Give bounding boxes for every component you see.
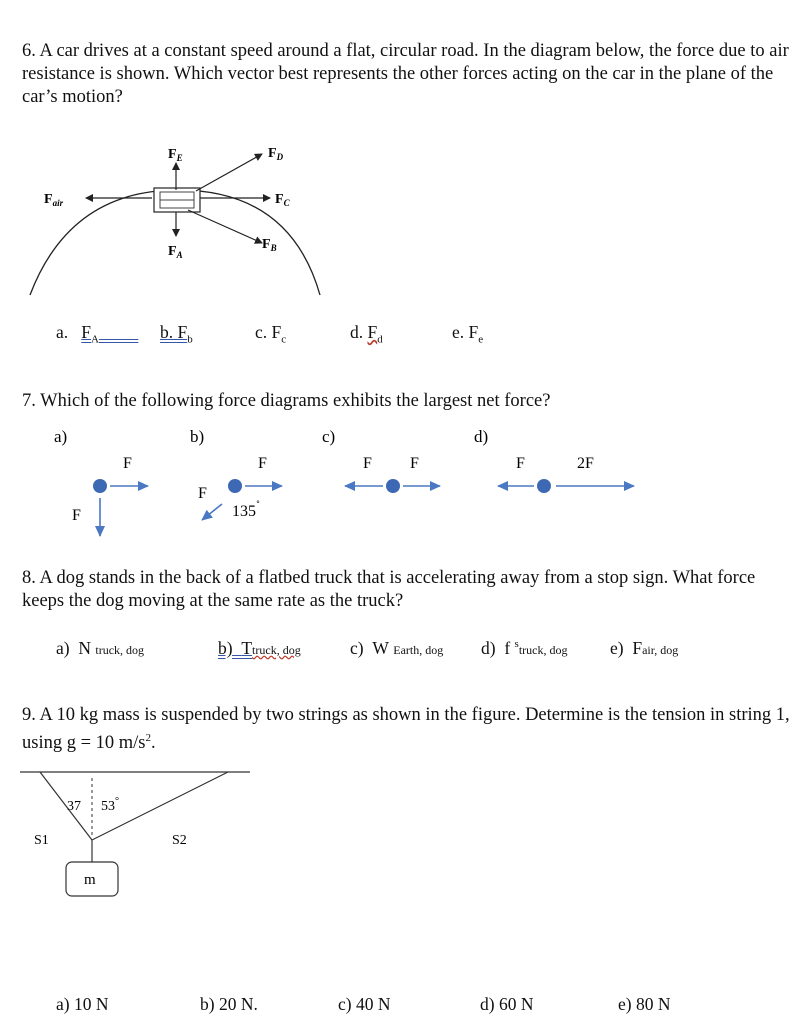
q7b-angled-arrow (202, 504, 222, 520)
q8-choice-e[interactable]: e) Fair, dog (610, 638, 679, 658)
q9-choice-a[interactable]: a) 10 N (56, 994, 109, 1014)
q7c-right-label: F (410, 455, 419, 472)
q9-choice-d[interactable]: d) 60 N (480, 994, 534, 1014)
q7-label-c: c) (322, 427, 336, 446)
string-1 (40, 772, 92, 840)
f-air-label: $F_{air}$ (44, 192, 64, 208)
q7-label-a: a) (54, 427, 68, 446)
q7c-object (386, 479, 400, 493)
q7b-angled-label: F (198, 485, 207, 502)
angle-1-label: 37 (67, 799, 81, 814)
s2-label: S2 (172, 833, 187, 848)
q7c-left-label: F (363, 455, 372, 472)
q6-choice-b[interactable]: b. $F_b$ (160, 322, 193, 346)
q9-choice-e[interactable]: e) 80 N (618, 994, 671, 1014)
q8-choice-b[interactable]: b) Ttruck, dog (218, 638, 301, 658)
q7-force-diagrams (0, 420, 812, 545)
q8-choice-c[interactable]: c) W Earth, dog (350, 638, 444, 658)
q7a-down-label: F (72, 507, 81, 524)
f-a-label: $F_A$ (168, 244, 183, 260)
s1-label: S1 (34, 833, 49, 848)
q6-choice-a-label: $F_A$ (81, 322, 99, 346)
q8-choice-a[interactable]: a) N truck, dog (56, 638, 145, 658)
f-b-label: $F_B$ (262, 237, 277, 253)
q6-choice-d[interactable]: d. $F_d$ (350, 322, 383, 346)
mass-label: m (84, 872, 96, 888)
q9-hanging-mass-figure (0, 760, 300, 905)
q7b-angle-label: 135˚ (232, 498, 260, 520)
q7-label-b: b) (190, 427, 205, 446)
car-icon (154, 188, 200, 212)
q7d-right-label: 2F (577, 455, 594, 472)
q7a-object (93, 479, 107, 493)
question-6-text: 6. A car drives at a constant speed around a flat, circular road. In the diagram below, the force due to air resistance is shown. Which vector best represents the other forces acting on the car in the plane of the car’s motion? (22, 41, 789, 107)
f-d-label: $F_D$ (268, 146, 284, 162)
q8-choice-d[interactable]: d) f $^s$truck, dog (481, 638, 568, 658)
question-9-text: 9. A 10 kg mass is suspended by two strings as shown in the figure. Determine is the tension in string 1, using g = 10 $m/s^2$. (22, 705, 790, 754)
q7d-left-label: F (516, 455, 525, 472)
q7a-right-label: F (123, 455, 132, 472)
q6-choice-e[interactable]: e. $F_e$ (452, 322, 484, 346)
q6-choice-a[interactable] (56, 322, 138, 346)
f-e-label: $F_E$ (168, 147, 183, 163)
angle-2-label: 53° (101, 796, 119, 814)
q7-label-d: d) (474, 427, 489, 446)
question-7-text: 7. Which of the following force diagrams exhibits the largest net force? (22, 391, 551, 411)
q6-choice-a-letter: a. (56, 322, 69, 342)
q6-choice-c[interactable]: c. $F_c$ (255, 322, 287, 346)
q9-choice-c[interactable]: c) 40 N (338, 994, 391, 1014)
f-d-arrow (196, 154, 262, 191)
q6-circular-road-diagram (0, 135, 360, 305)
question-8-text: 8. A dog stands in the back of a flatbed truck that is accelerating away from a stop sign. What force keeps the dog moving at the same rate as the truck? (22, 568, 756, 611)
f-b-arrow (188, 210, 262, 243)
q9-choice-b[interactable]: b) 20 N. (200, 994, 258, 1014)
q7b-right-label: F (258, 455, 267, 472)
q7d-object (537, 479, 551, 493)
q7b-object (228, 479, 242, 493)
f-c-label: $F_C$ (275, 192, 290, 208)
